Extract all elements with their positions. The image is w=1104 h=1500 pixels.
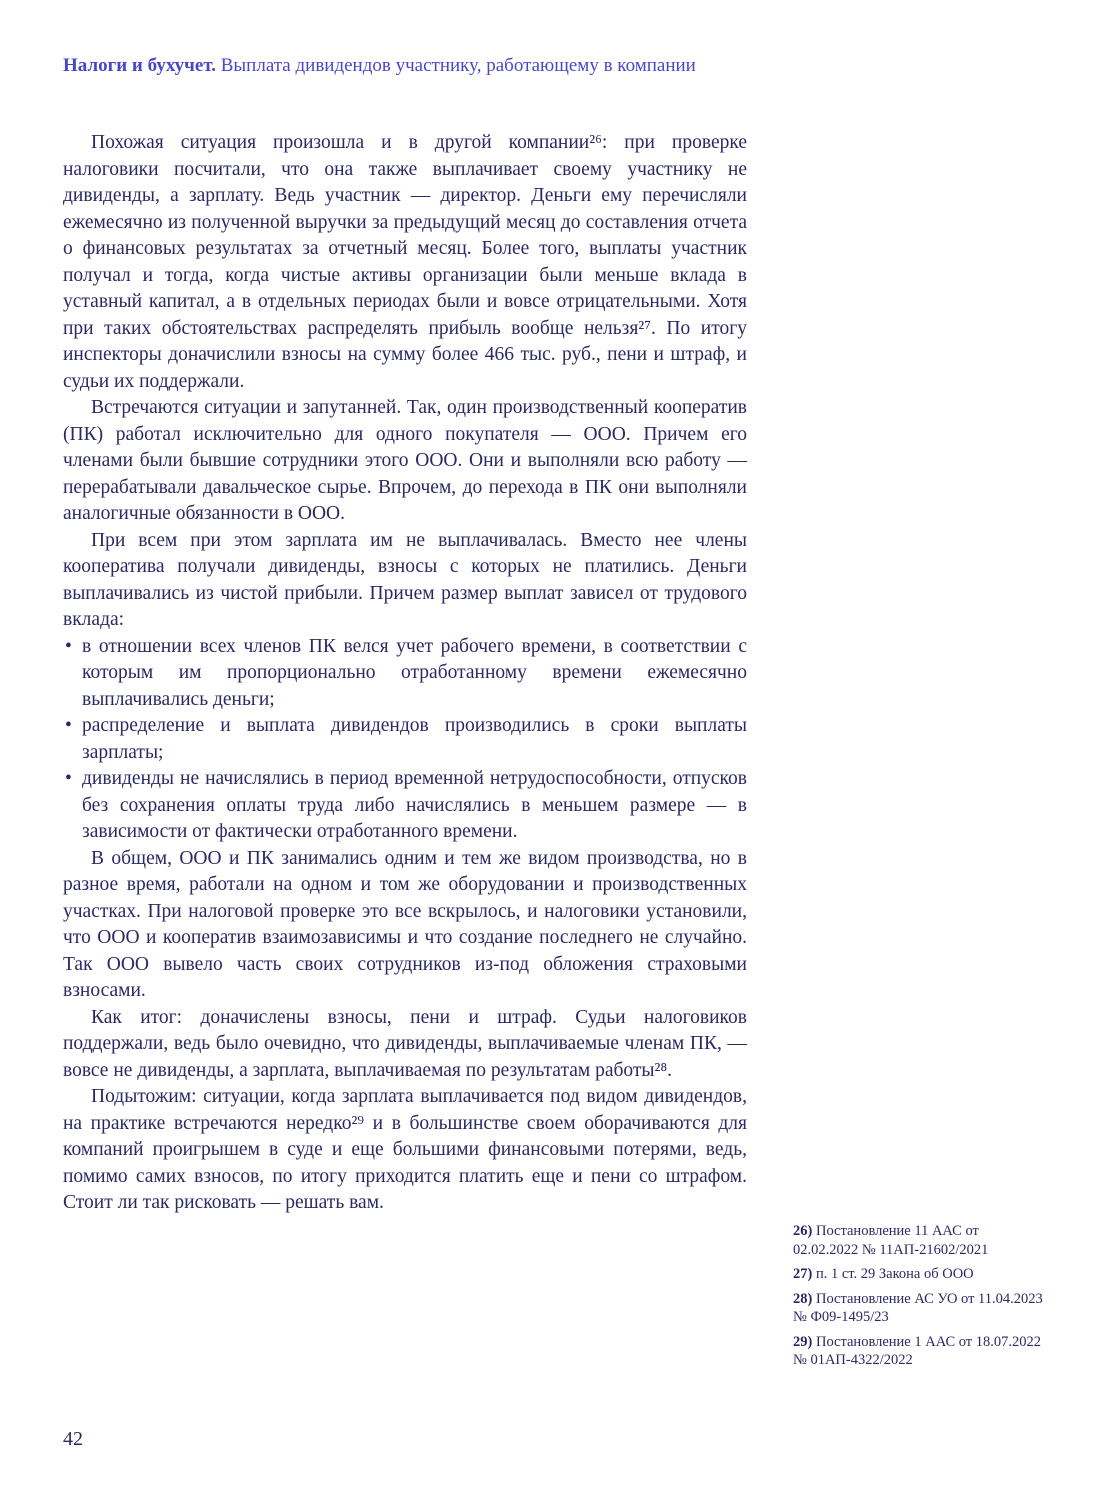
footnote-number: 27) [793,1266,813,1282]
footnote-number: 29) [793,1333,813,1350]
rubric-label: Налоги и бухучет. [63,55,216,76]
paragraph-5: Как итог: доначислены взносы, пени и штраф. Судьи налоговиков поддержали, ведь было очевидно, что дивиденды, выплачиваемые членам ПК, — вовсе не дивиденды, а зарплата, выплачиваемая по результатам работы²⁸. [63,1006,747,1081]
paragraph-6: Подытожим: ситуации, когда зарплата выплачивается под видом дивидендов, на практике встречаются нередко²⁹ и в большинстве своем оборачиваются для компаний проигрышем в суде и еще большими финансовыми потерями, ведь, помимо самих взносов, по итогу приходится платить еще и пени со штрафом. Стоит ли так рисковать — решать вам. [63,1086,747,1213]
paragraph-3: При всем при этом зарплата им не выплачивалась. Вместо нее члены кооператива получали дивиденды, взносы с которых не платились. Деньги выплачивались из чистой прибыли. Причем размер выплат зависел от трудового вклада: [63,529,747,630]
bullet-list [63,634,747,846]
paragraph-1: Похожая ситуация произошла и в другой компании²⁶: при проверке налоговики посчитали, что она также выплачивает своему участнику не дивиденды, а зарплату. Ведь участник — директор. Деньги ему перечисляли ежемесячно из полученной выручки за предыдущий месяц до составления отчета о финансовых результатах за отчетный месяц. Более того, выплаты участник получал и тогда, когда чистые активы организации были меньше вклада в уставный капитал, а в отдельных периодах были и вовсе отрицательными. Хотя при таких обстоятельствах распределять прибыль вообще нельзя²⁷. По итогу инспекторы доначислили взносы на сумму более 466 тыс. руб., пени и штраф, и судьи их поддержали. [63,132,747,392]
page-number: 42 [63,1428,83,1450]
footnote-27 [793,1265,1043,1284]
paragraph-4: В общем, ООО и ПК занимались одним и тем же видом производства, но в разное время, работали на одном и том же оборудовании и производственных участках. При налоговой проверке это все вскрылось, и налоговики установили, что ООО и кооператив взаимозависимы и что создание последнего не случайно. Так ООО вывело часть своих сотрудников из-под обложения страховыми взносами. [63,847,747,1001]
page-header [63,54,1043,78]
bullet-item-2: • распределение и выплата дивидендов производились в сроки выплаты зарплаты; [63,713,747,766]
bullet-item-1: • в отношении всех членов ПК велся учет рабочего времени, в соответствии с которым им пропорционально отработанному времени ежемесячно выплачивались деньги; [63,634,747,714]
footnote-text: Постановление 11 ААС от 02.02.2022 № 11АП-21602/2021 [793,1223,989,1258]
footnote-number: 26) [793,1223,813,1239]
footnote-number: 28) [793,1290,813,1307]
footnote-28 [793,1290,1043,1327]
footnote-text: Постановление АС УО от 11.04.2023 № Ф09-1495/23 [793,1290,1043,1325]
footnote-text: Постановление 1 ААС от 18.07.2022 № 01АП-4322/2022 [793,1333,1042,1368]
article-body [63,130,747,1217]
paragraph-2: Встречаются ситуации и запутанней. Так, один производственный кооператив (ПК) работал исключительно для одного покупателя — ООО. Причем его членами были бывшие сотрудники этого ООО. Они и выполняли всю работу — перерабатывали давальческое сырье. Впрочем, до перехода в ПК они выполняли аналогичные обязанности в ООО. [63,397,747,524]
footnote-26 [793,1222,1043,1259]
footnote-29 [793,1333,1043,1370]
bullet-item-3: • дивиденды не начислялись в период временной нетрудоспособности, отпусков без сохранения оплаты труда либо начислялись в меньшем размере — в зависимости от фактически отработанного времени. [63,766,747,846]
footnotes-column [793,1222,1043,1376]
footnote-text: п. 1 ст. 29 Закона об ООО [815,1266,974,1282]
article-title: Выплата дивидендов участнику, работающему в компании [220,55,696,76]
